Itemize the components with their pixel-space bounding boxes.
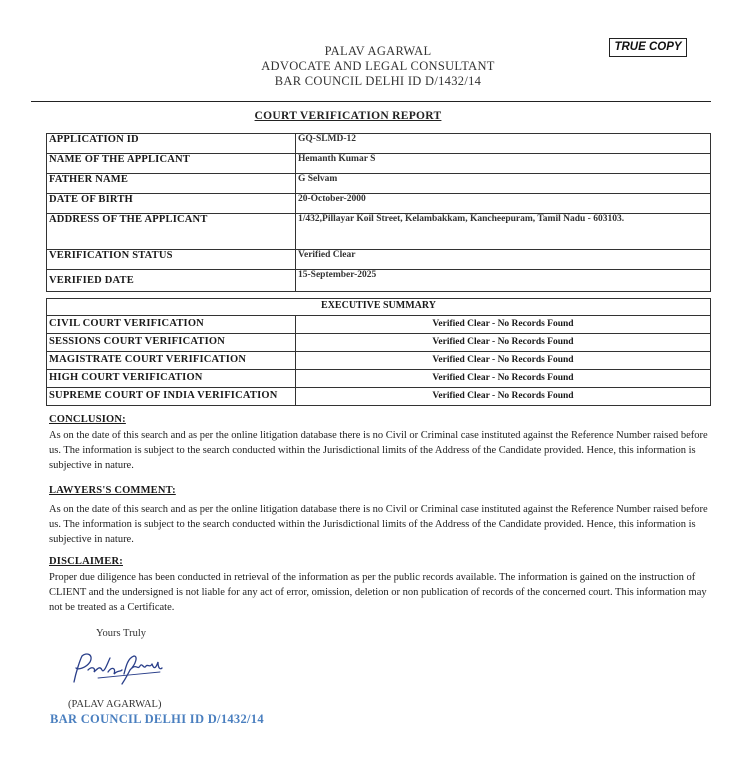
summary-label: CIVIL COURT VERIFICATION: [47, 316, 296, 334]
summary-value: Verified Clear - No Records Found: [296, 352, 711, 370]
report-title: COURT VERIFICATION REPORT: [254, 110, 442, 122]
signatory-bar-id: BAR COUNCIL DELHI ID D/1432/14: [50, 712, 264, 726]
summary-label: MAGISTRATE COURT VERIFICATION: [47, 352, 296, 370]
summary-row: [47, 334, 711, 352]
details-value: Hemanth Kumar S: [296, 154, 711, 174]
summary-row: [47, 370, 711, 388]
disclaimer-heading: DISCLAIMER:: [49, 556, 123, 567]
details-row: [47, 174, 711, 194]
disclaimer-text: Proper due diligence has been conducted in retrieval of the information as per the public records available. The information is gained on the instruction of CLIENT and the undersigned is not liable for any act of error, omission, deletion or non publication of records of the concerned court. This information may not be treated as a Certificate.: [49, 572, 707, 613]
details-value: Verified Clear: [296, 250, 711, 270]
conclusion-heading: CONCLUSION:: [49, 414, 126, 425]
signature-image: [68, 648, 168, 690]
signatory-name: (PALAV AGARWAL): [68, 699, 162, 710]
closing-text: Yours Truly: [96, 628, 147, 639]
details-row: [47, 270, 711, 292]
details-row: [47, 154, 711, 174]
advocate-bar-id: BAR COUNCIL DELHI ID D/1432/14: [274, 74, 482, 88]
summary-heading-row: [47, 299, 711, 316]
executive-summary-table: [46, 298, 711, 406]
advocate-name: PALAV AGARWAL: [324, 44, 432, 58]
summary-value: Verified Clear - No Records Found: [296, 316, 711, 334]
details-label: ADDRESS OF THE APPLICANT: [47, 214, 296, 250]
summary-label: HIGH COURT VERIFICATION: [47, 370, 296, 388]
conclusion-text: As on the date of this search and as per the online litigation database there is no Civil or Criminal case instituted against the Reference Number raised before us. The information is subject to the search conducted within the Jurisdictional limits of the Address of the Candidate provided. Hence, this information is subjective in nature.: [49, 430, 708, 471]
summary-label: SUPREME COURT OF INDIA VERIFICATION: [47, 388, 296, 406]
details-label: FATHER NAME: [47, 174, 296, 194]
details-row: [47, 134, 711, 154]
details-label: VERIFIED DATE: [47, 270, 296, 292]
advocate-title: ADVOCATE AND LEGAL CONSULTANT: [261, 59, 495, 73]
summary-label: SESSIONS COURT VERIFICATION: [47, 334, 296, 352]
details-value: G Selvam: [296, 174, 711, 194]
details-label: NAME OF THE APPLICANT: [47, 154, 296, 174]
details-value: 20-October-2000: [296, 194, 711, 214]
details-value: 15-September-2025: [296, 270, 711, 292]
details-row: [47, 250, 711, 270]
details-label: APPLICATION ID: [47, 134, 296, 154]
lawyers-comment-text: As on the date of this search and as per the online litigation database there is no Civil or Criminal case instituted against the Reference Number raised before us. The information is subject to the search conducted within the Jurisdictional limits of the Address of the Candidate provided. Hence, this information is subjective in nature.: [49, 504, 708, 545]
summary-row: [47, 316, 711, 334]
summary-value: Verified Clear - No Records Found: [296, 334, 711, 352]
lawyers-comment-heading: LAWYERS'S COMMENT:: [49, 485, 176, 496]
details-label: DATE OF BIRTH: [47, 194, 296, 214]
details-row: [47, 194, 711, 214]
summary-heading: EXECUTIVE SUMMARY: [47, 299, 711, 316]
header-divider: [31, 101, 711, 102]
applicant-details-table: [46, 133, 711, 292]
summary-value: Verified Clear - No Records Found: [296, 370, 711, 388]
summary-row: [47, 388, 711, 406]
summary-row: [47, 352, 711, 370]
details-value: GQ-SLMD-12: [296, 134, 711, 154]
details-value: 1/432,Pillayar Koil Street, Kelambakkam, Kancheepuram, Tamil Nadu - 603103.: [296, 214, 711, 250]
summary-value: Verified Clear - No Records Found: [296, 388, 711, 406]
details-row: [47, 214, 711, 250]
details-label: VERIFICATION STATUS: [47, 250, 296, 270]
true-copy-stamp: TRUE COPY: [609, 38, 687, 57]
